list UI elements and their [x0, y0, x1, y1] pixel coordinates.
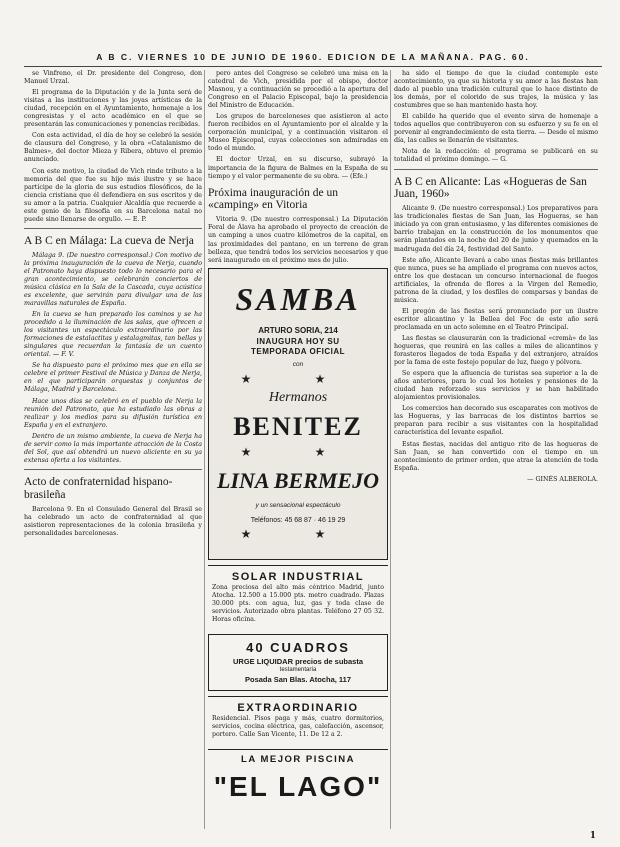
section-divider [24, 469, 202, 470]
ad-lago-title: LA MEJOR PISCINA [241, 754, 355, 766]
article-paragraph: Barcelona 9. En el Consulado General del Brasil se ha celebrado un acto de confraternidad al que asistieron representaciones de la colonia brasileña y personalidades barcelonesas. [24, 505, 202, 537]
star-icon-row: ★ ★ [240, 527, 356, 542]
ad-samba [208, 268, 388, 560]
page-corner-mark: 1 [589, 831, 596, 841]
headline-vitoria: Próxima inauguración de un «camping» en Vitoria [208, 186, 338, 212]
page-header: A B C. VIERNES 10 DE JUNIO DE 1960. EDICION DE LA MAÑANA. PAG. 60. [24, 52, 602, 67]
article-paragraph: pero antes del Congreso se celebró una misa en la catedral de Vich, presidida por el obispo, doctor Masnou, y a continuación se procedió a la apertura del Congreso en el Palacio Episcopal, bajo la presidencia del Ministro de Educación. [208, 70, 388, 110]
ad-samba-tel1: 45 68 87 [284, 517, 312, 525]
ad-samba-tel-label: Teléfonos: [250, 517, 283, 525]
ad-samba-line1: INAUGURA HOY SU [256, 336, 340, 346]
star-icon-row: ★ ★ [240, 371, 356, 386]
article-paragraph: Nota de la redacción: el programa se publicará en su totalidad el próximo domingo. — G. [394, 148, 598, 164]
ad-extra-text: Residencial. Pisos paga y más, cuatro dormitorios, servicios, cocina eléctrica, gas, calefacción, ascensor, portero. Calle San Vicente, 11. De 12 a 2. [212, 714, 384, 738]
star-icon-row: ★ ★ [240, 445, 356, 460]
article-paragraph: Vitoria 9. (De nuestro corresponsal.) La Diputación Foral de Álava ha aprobado el proyecto de creación de un camping a unos cuatro kilómetros de la capital, en las proximidades del pantano, en un terreno de gran belleza, que tendrá todos los servicios necesarios y que será inaugurado en el próximo mes de julio. [208, 216, 388, 264]
headline-alicante: A B C en Alicante: Las «Hogueras de San Juan, 1960» [394, 175, 587, 201]
ad-samba-name2: LINA BERMEJO [217, 468, 379, 494]
article-paragraph: Málaga 9. (De nuestro corresponsal.) Con motivo de la próxima inauguración de la cueva de Nerja, cuando el Patronato haya dispuesto todo lo necesario para el gran acontecimiento, se celebrarán conciertos de música clásica en la Sala de la Cascada, cuya acústica es excelente, que servirán para divulgar una de las maravillas naturales de España. [24, 251, 202, 307]
ad-samba-address: ARTURO SORIA, 214 [258, 326, 338, 336]
ad-samba-espect: y un sensacional espectáculo [255, 501, 341, 509]
ad-samba-phones: Teléfonos: 45 68 87 · 46 19 29 [250, 517, 346, 525]
ad-cuadros-title: 40 CUADROS [246, 640, 350, 656]
ad-el-lago [208, 749, 388, 811]
ad-solar [208, 565, 388, 630]
headline-malaga: A B C en Málaga: La cueva de Nerja [24, 234, 194, 247]
article-paragraph: En la cueva se han preparado los caminos y se ha procedido a la iluminación de las salas, que ofrecen a los visitantes un espectáculo extraordinario por las formaciones de estalactitas y estalagmitas, tan bellas y singulares que recuerdan la fantasía de un cuento oriental. — F. V. [24, 311, 202, 359]
ad-samba-name1: BENITEZ [233, 411, 363, 441]
column-divider [390, 70, 391, 829]
article-paragraph: Este año, Alicante llevará a cabo unas fiestas más brillantes que nunca, pues se ha ampliado el programa con nuevos actos, entre los que destacan un concurso internacional de fuegos artificiales, la ofrenda de flores a la Virgen del Remedio, patrona de la ciudad, y los desfiles de comparsas y bandas de música. [394, 256, 598, 304]
article-paragraph: El programa de la Diputación y de la Junta será de visitas a las instituciones y las joyas artísticas de la ciudad, recepción en el Ayuntamiento, homenaje a los congresistas y el acto académico en el que se presentarán las comunicaciones y ponencias recibidas. [24, 89, 202, 129]
ad-samba-title: SAMBA [235, 280, 361, 317]
article-signature: — GINÉS ALBEROLA. [527, 475, 598, 483]
ad-samba-line2: TEMPORADA OFICIAL [251, 347, 345, 357]
section-divider [24, 228, 202, 229]
section-divider [394, 169, 598, 170]
article-paragraph: Los grupos de barceloneses que asistieron al acto fueron recibidos en el Ayuntamiento por el alcalde y la corporación municipal, y a continuación visitaron el Museo Episcopal, cuyas colecciones son admiradas en todo el mundo. [208, 113, 388, 153]
ad-samba-con: con [292, 361, 304, 369]
article-paragraph: Estas fiestas, nacidas del antiguo rito de las hogueras de San Juan, se han convertido con el tiempo en un acontecimiento de primer orden, que atrae la atención de toda España. [394, 440, 598, 472]
ad-cuadros [208, 634, 388, 690]
article-paragraph: Se espera que la afluencia de turistas sea superior a la de años anteriores, para lo cual los hoteles y pensiones de la ciudad han reforzado sus servicios y se han habilitado alojamientos provisionales. [394, 370, 598, 402]
ad-lago-name: "EL LAGO" [213, 771, 383, 803]
article-paragraph: El cabildo ha querido que el evento sirva de homenaje a todos aquellos que contribuyeron con su esfuerzo y su fe en el porvenir al engrandecimiento de esta tierra. — Desde el mismo día, las calles se llenarán de visitantes. [394, 113, 598, 145]
ad-cuadros-address: Posada San Blas. Atocha, 117 [244, 674, 352, 684]
article-paragraph: El doctor Urzal, en su discurso, subrayó la importancia de la figura de Balmes en la España de su tiempo y el valor permanente de su obra. — (Efe.) [208, 156, 388, 180]
ad-cuadros-sub: URGE LIQUIDAR precios de subasta [232, 657, 364, 667]
column-3 [394, 70, 598, 831]
ad-samba-tel2: 46 19 29 [318, 517, 346, 525]
ad-samba-hermanos: Hermanos [268, 390, 328, 406]
ad-cuadros-tiny: testamentaría [279, 666, 317, 673]
ad-extraordinario [208, 696, 388, 744]
article-paragraph: Los comercios han decorado sus escaparates con motivos de las Hogueras, y las barracas de los distintos barrios se preparan para recibir a sus visitantes con la hospitalidad característica del levante español. [394, 405, 598, 437]
column-2 [208, 70, 388, 831]
article-paragraph: Alicante 9. (De nuestro corresponsal.) Los preparativos para las tradicionales fiestas de San Juan, las Hogueras, se han iniciado ya con gran entusiasmo, y las diferentes comisiones de barrio trabajan en la construcción de los monumentos que serán plantados en la noche del 20 de junio y quemados en la madrugada del día 24, festividad del Santo. [394, 205, 598, 253]
headline-acto: Acto de confraternidad hispano-brasileña [24, 475, 173, 501]
article-paragraph: ha sido el tiempo de que la ciudad contemple este acontecimiento, ya que su historia y su amor a las fiestas han dado al pueblo una tradición cultural que lo hace distinto de los demás, por el colorido de sus trajes, la música y las costumbres que se han mantenido hasta hoy. [394, 70, 598, 110]
ad-solar-text: Zona preciosa del alto más céntrico Madrid, junto Atocha. 12.500 a 15.000 pts. metro cuadrado. Plazas 30.000 pts. con agua, luz, gas y toda clase de servicios. Autorizado obra plantas. Teléfono 27 05 32. Horas oficina. [212, 584, 384, 624]
article-paragraph: Con esta actividad, el día de hoy se celebró la sesión de clausura del Congreso, y la obra «Catalanismo de Balmes», del doctor Mieza y Ribera, obtuvo el premio anunciado. [24, 132, 202, 164]
column-1 [24, 70, 202, 831]
ad-extra-title: EXTRAORDINARIO [237, 701, 359, 714]
article-paragraph: Dentro de un mismo ambiente, la cueva de Nerja ha de servir como la más importante atracción de la Costa del Sol, que así obtendrá un nuevo aliciente en su ya extensa oferta a los visitantes. [24, 432, 202, 464]
article-paragraph: se Vinfreno, el Dr. presidente del Congreso, don Manuel Urzal. [24, 70, 202, 86]
article-paragraph: Con este motivo, la ciudad de Vich rinde tributo a la memoria del que fue su hijo más ilustre y se hace partícipe de la gloria de sus estudios filosóficos, de la ciencia cristiana que él defendiera en sus escritos y de su amor a la patria. Cualquier Alcaldía que recuerde a este genio de la filosofía en su Barcelona natal no puede sino llenarse de orgullo. — E. P. [24, 167, 202, 223]
ad-solar-title: SOLAR INDUSTRIAL [231, 570, 365, 583]
article-paragraph: Se ha dispuesto para el próximo mes que en ella se celebre el primer Festival de Música y Danza de Nerja, en el que participarán orquestas y conjuntos de Málaga, Madrid y Barcelona. [24, 362, 202, 394]
article-paragraph: Hace unos días se celebró en el pueblo de Nerja la reunión del Patronato, que ha estudiado las obras a realizar y los medios para su difusión turística en España y en el extranjero. [24, 397, 202, 429]
article-paragraph: Las fiestas se clausurarán con la tradicional «cremà» de las hogueras, que reunirá en las calles a miles de alicantinos y forasteros llegados de toda España y del extranjero, atraídos por la fama de este festejo popular de luz, fuego y pólvora. [394, 334, 598, 367]
column-divider [204, 70, 205, 829]
article-paragraph: El pregón de las fiestas será pronunciado por un ilustre escritor alicantino y la Bellea del Foc de este año será proclamada en un acto solemne en el Teatro Principal. [394, 307, 598, 331]
